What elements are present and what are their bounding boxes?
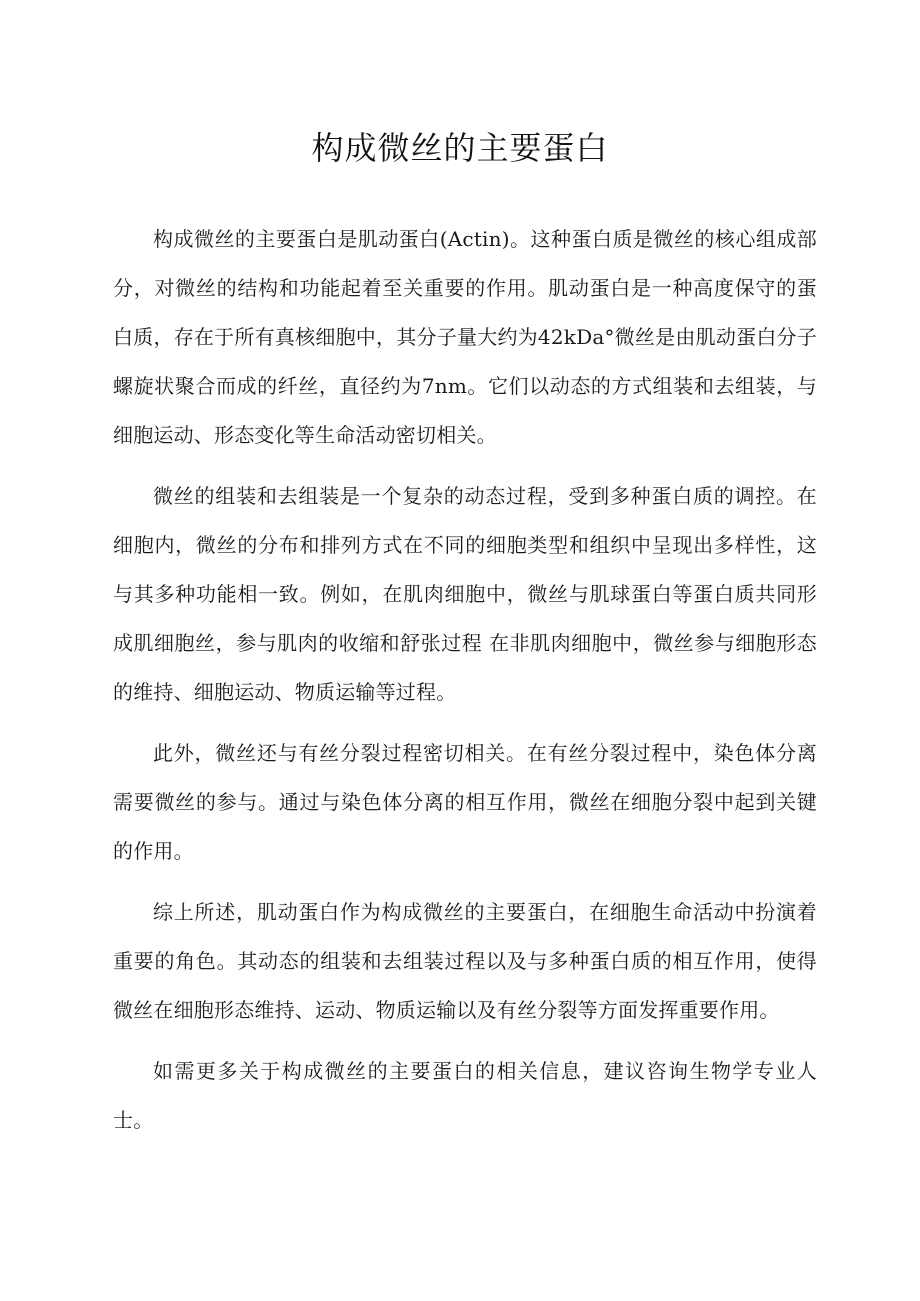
paragraph-5: 如需更多关于构成微丝的主要蛋白的相关信息，建议咨询生物学专业人士。: [113, 1059, 817, 1132]
paragraph-3: 此外，微丝还与有丝分裂过程密切相关。在有丝分裂过程中，染色体分离需要微丝的参与。通过与染色体分离的相互作用，微丝在细胞分裂中起到关键的作用。: [113, 741, 817, 863]
paragraph-4: 综上所述，肌动蛋白作为构成微丝的主要蛋白，在细胞生命活动中扮演着重要的角色。其动态的组装和去组装过程以及与多种蛋白质的相互作用，使得微丝在细胞形态维持、运动、物质运输以及有丝分裂等方面发挥重要作用。: [113, 900, 817, 1022]
paragraph-2: 微丝的组装和去组装是一个复杂的动态过程，受到多种蛋白质的调控。在细胞内，微丝的分布和排列方式在不同的细胞类型和组织中呈现出多样性，这与其多种功能相一致。例如，在肌肉细胞中，微丝与肌球蛋白等蛋白质共同形成肌细胞丝，参与肌肉的收缩和舒张过程 在非肌肉细胞中，微丝参与细胞形态的维持、细胞运动、物质运输等过程。: [113, 484, 817, 704]
document-title: 构成微丝的主要蛋白: [311, 129, 609, 167]
document-body: [113, 215, 817, 1157]
paragraph-1: 构成微丝的主要蛋白是肌动蛋白(Actin)。这种蛋白质是微丝的核心组成部分，对微丝的结构和功能起着至关重要的作用。肌动蛋白是一种高度保守的蛋白质，存在于所有真核细胞中，其分子量大约为42kDa°微丝是由肌动蛋白分子螺旋状聚合而成的纤丝，直径约为7nm。它们以动态的方式组装和去组装，与细胞运动、形态变化等生命活动密切相关。: [113, 227, 817, 447]
